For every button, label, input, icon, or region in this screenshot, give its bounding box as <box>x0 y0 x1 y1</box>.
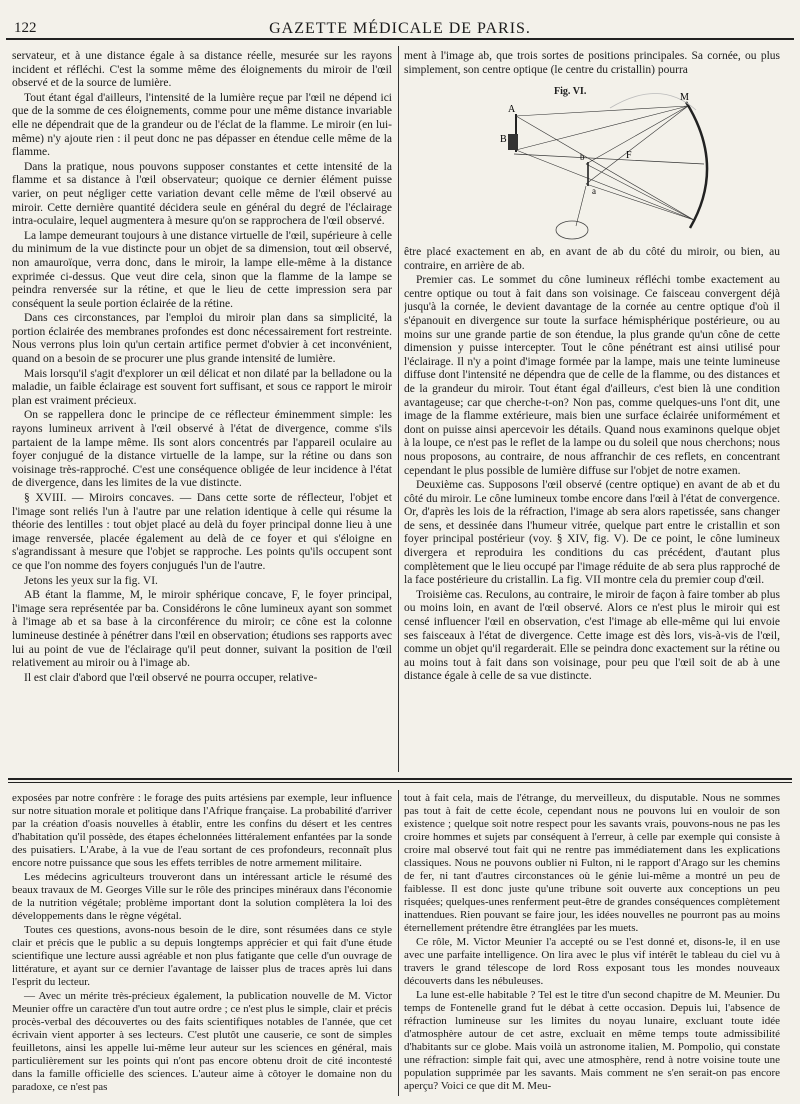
concave-mirror <box>686 102 707 228</box>
paragraph: Dans la pratique, nous pouvons supposer constantes et cette intensité de la flamme et sa distance à l'œil observateur; quoique ce dernier élément puisse varier, on peut négliger cette variation devant celle même de l'œil observé au miroir. Cette dernière quantité décidera seule en général du degré de l'éclairage intra-oculaire, lequel augmentera à mesure qu'on se rapprochera de l'œil observé. <box>12 160 392 228</box>
feuilleton-divider <box>8 778 792 780</box>
paragraph: servateur, et à une distance égale à sa distance réelle, mesurée sur les rayons incident et réfléchi. C'est la somme même des éloignements du miroir de l'œil observé et de la source de lumière. <box>12 50 392 90</box>
paragraph: Ce rôle, M. Victor Meunier l'a accepté ou se l'est donné et, disons-le, il en use avec une parfaite intelligence. On lira avec le plus vif intérêt le tableau du ciel vu à travers le grand télescope de lord Ross exposant tous les mondes nouveaux découverts dans les nébuleuses. <box>404 936 780 987</box>
label-f: F <box>626 150 632 161</box>
feuilleton-divider-secondary <box>8 782 792 783</box>
ray <box>586 106 688 184</box>
right-column-bottom <box>404 246 780 772</box>
left-column <box>12 50 392 772</box>
paragraph: Premier cas. Le sommet du cône lumineux réfléchi tombe exactement au centre optique ou tout à fait dans son voisinage. Ce faisceau convergent déjà jusqu'à la cornée, le devient davantage de la cornée au centre optique d'où il s'épanouit en divergence sur toute la surface hémisphérique postérieure, ou au moins sur une grande partie de son étendue, la plus grande qu'un cône de cette dimension y puisse intercepter. Tout le cône pénétrant est ainsi utilisé pour l'éclairage. Il n'y a point d'image formée par la lampe, mais une teinte lumineuse diffuse dont l'intensité ne dépendra que de celle de la flamme, ou des distances et de la grandeur du miroir. Tout étant égal d'ailleurs, c'est bien là une condition avantageuse; car que cherche-t-on? Non pas, comme quelques-uns l'ont dit, une image de la flamme extérieure, mais bien une surface éclairée uniformément et dont on puisse ainsi apercevoir les détails. Quand nous examinons quelque objet à la loupe, ce n'est pas le reflet de la lampe ou du soleil que nous cherchons; nous nous proposons, au contraire, de nous affranchir de ces reflets, en concentrant cependant le plus possible de lumière diffuse sur l'objet de notre examen. <box>404 274 780 477</box>
paragraph: Deuxième cas. Supposons l'œil observé (centre optique) en avant de ab et du côté du miroir. Le cône lumineux tombe encore dans l'œil à l'état de convergence. Or, d'après les lois de la réfraction, l'image ab sera alors rapetissée, sans changer de sens, et dessinée dans l'humeur vitrée, quelque part entre le cristallin et son foyer principal postérieur (voy. § XIV, fig. V). De ce point, le cône lumineux divergera et reproduira les conditions du cas précédent, d'autant plus complètement que le lieu occupé par l'image réduite de ab sera plus rapproché de la face postérieure du cristallin. La fig. VII montre cela du premier coup d'œil. <box>404 479 780 587</box>
paragraph: Troisième cas. Reculons, au contraire, le miroir de façon à faire tomber ab plus ou moins loin, en avant de l'œil observé. Alors ce n'est plus le miroir qui est censé influencer l'œil en observation, c'est l'image ab elle-même qui lui envoie ses faisceaux à l'état de divergence. Cette image est dès lors, vis-à-vis de l'œil, comme un objet qu'il regarderait. Elle se peindra donc exactement sur la rétine ou au moins tout à fait dans son voisinage, pour peu que l'œil soit de ab à une distance égale à celle de sa vue distincte. <box>404 588 780 683</box>
ray <box>586 106 688 164</box>
label-a: A <box>508 104 516 115</box>
feuilleton-column-divider <box>398 790 399 1096</box>
paragraph: La lampe demeurant toujours à une distance virtuelle de l'œil, supérieure à celle du minimum de la vue distincte pour un objet de sa dimension, tout œil observé, non amauroïque, verra donc, dans le miroir, la lampe elle-même à la distance exprimée ci-dessus. Que veut dire cela, sinon que la flamme de la lampe se peindra renversée sur la rétine, et que le lieu de cette impression sera par conséquent la seule portion éclairée de la rétine. <box>12 229 392 310</box>
ray <box>586 164 694 220</box>
ray <box>586 184 694 220</box>
right-column-top <box>404 50 780 78</box>
running-title: GAZETTE MÉDICALE DE PARIS. <box>269 20 531 37</box>
paragraph: La lune est-elle habitable ? Tel est le titre d'un second chapitre de M. Meunier. Du temps de Fontenelle grand fut le débat à cette occasion. Depuis lui, l'absence de réfraction lumineuse sur les limites du noyau lunaire, excluant toute idée d'atmosphère autour de cet astre, excluait en même temps toute admissibilité d'habitants sur ce globe. Mais voilà un astronome italien, M. Pompolio, qui constate une réfraction: simple fait qui, avec une atmosphère, rend à notre voisine toute une population supprimée par les savants. Mais comment ne s'en serait-on pas encore aperçu? Voici ce que dit M. Meu- <box>404 989 780 1092</box>
paragraph: Mais lorsqu'il s'agit d'explorer un œil délicat et non dilaté par la belladone ou la maladie, un faible éclairage est souvent fort suffisant, et sous ce rapport le miroir plan est vraiment précieux. <box>12 367 392 407</box>
paragraph: ment à l'image ab, que trois sortes de positions principales. Sa cornée, ou plus simplement, son centre optique (le centre du cristallin) pourra <box>404 50 780 76</box>
eye-sketch <box>556 221 588 239</box>
page-header <box>6 8 794 40</box>
paragraph: Dans ces circonstances, par l'emploi du miroir plan dans sa simplicité, la portion éclairée des membranes profondes est donc nécessairement fort restreinte. Nous verrons plus loin qu'un certain artifice permet d'obvier à cet inconvénient, quand on a besoin de se procurer une plus grande intensité de lumière. <box>12 312 392 366</box>
paragraph: On se rappellera donc le principe de ce réflecteur éminemment simple: les rayons lumineux arrivent à l'œil observé à l'état de divergence, comme s'ils partaient de la lampe même. Ils sont alors concentrés par l'appareil oculaire au foyer conjugué de la distance virtuelle de la lampe, sur la rétine ou dans son voisinage très-rapproché. C'est une conséquence obligée de leur incidence à l'état de divergence, dans les limites de la vue distincte. <box>12 409 392 490</box>
figure-vi <box>404 80 780 246</box>
ray <box>576 186 586 226</box>
optical-axis <box>514 154 704 164</box>
label-m: M <box>680 92 689 103</box>
lamp-body <box>508 134 518 150</box>
paragraph: Toutes ces questions, avons-nous besoin de le dire, sont résumées dans ce style clair et précis que le public a su depuis longtemps apprécier et qui fait d'une étude scientifique une lecture aussi agréable et non plus fatigante que celle d'un ouvrage de littérature, et ayant sur ce dernier l'avantage de laisser plus de traces après lui dans l'esprit du lecteur. <box>12 924 392 988</box>
ray <box>516 150 694 220</box>
paragraph: exposées par notre confrère : le forage des puits artésiens par exemple, leur influence sur notre situation morale et politique dans l'Afrique française. La probabilité d'arriver par la création d'oasis nouvelles à établir, entre les confins du désert et les centres d'habitation qu'il possède, des étapes échelonnées littéralement enfantées par la sonde des puisatiers. L'Arabe, à la vue de l'eau sortant de ces profondeurs, reconnaît plus encore notre puissance que sous les effets terribles de notre armement militaire. <box>12 792 392 869</box>
column-divider <box>398 46 399 772</box>
paragraph: Jetons les yeux sur la fig. VI. <box>24 574 158 587</box>
section-heading-paragraph: § XVIII. — Miroirs concaves. — Dans cette sorte de réflecteur, l'objet et l'image sont reliés l'un à l'autre par une relation identique à celle qui résume la théorie des lentilles : tout objet placé au delà du foyer principal donne lieu à une image renversée, placée également au delà de ce foyer et qui s'éloigne en s'agrandissant à mesure que l'objet se rapproche. Les points qu'ils occupent sont ce que l'on nomme des foyers conjugués l'un de l'autre. <box>12 492 392 572</box>
feuilleton-right-column <box>404 792 780 1096</box>
label-b-small: b <box>580 152 585 162</box>
figure-caption: Fig. VI. <box>554 86 587 97</box>
label-b: B <box>500 134 507 145</box>
paragraph: Il est clair d'abord que l'œil observé ne pourra occuper, relative- <box>24 671 318 684</box>
ray <box>516 106 688 150</box>
ray <box>516 116 694 220</box>
optics-diagram <box>404 80 780 246</box>
label-a-small: a <box>592 186 596 196</box>
page-number: 122 <box>14 20 37 36</box>
paragraph: AB étant la flamme, M, le miroir sphérique concave, F, le foyer principal, l'image sera représentée par ba. Considérons le cône lumineux ayant son sommet à l'image ab et sa base à la circonférence du miroir; ce cône est la colonne lumineuse destinée à pénétrer dans l'œil en observation; étudions ses rapports avec lui au point de vue de l'éclairage qu'il peut donner, suivant la position de l'œil relativement au miroir ou à l'image ab. <box>12 589 392 670</box>
ray <box>516 106 688 116</box>
paragraph: tout à fait cela, mais de l'étrange, du merveilleux, du disputable. Nous ne sommes pas tout à fait de cette école, cependant nous ne pouvons lui en vouloir de son existence ; quelque soit notre respect pour les savants vrais, pouvons-nous ne pas les croire hommes et sujets par conséquent à l'erreur, à celle par exemple qui consiste à croire mal observé tout fait qui ne rentre pas immédiatement dans les explications classiques. Nous ne pouvons oublier ni Fulton, ni le rapport d'Arago sur les chemins de fer, ni tant d'autres circonstances où le génie lui-même a montré un peu de faiblesse. Il est donc juste qu'une tribune soit ouverte aux conceptions un peu risquées; quelques-unes renferment peut-être de grandes conséquences complètement inattendues. Rien pouvant se faire jour, les idées nouvelles ne pourront pas au moins éternellement prétendre être étranglées par les muets. <box>404 792 780 934</box>
paragraph: Les médecins agriculteurs trouveront dans un intéressant article le résumé des beaux travaux de M. Georges Ville sur le rôle des principes minéraux dans l'économie de la nutrition végétale; problème important dont la solution complètera la loi des développements dans le règne végétal. <box>12 871 392 922</box>
feuilleton-left-column <box>12 792 392 1096</box>
paragraph: — Avec un mérite très-précieux également, la publication nouvelle de M. Victor Meunier offre un caractère d'un tout autre ordre ; ce n'est plus le simple, clair et précis procès-verbal des découvertes ou des faits scientifiques notables de l'année, que cet écrivain vient apporter à ses lecteurs. C'est plutôt une causerie, ce sont de simples feuilletons, ainsi les appelle lui-même leur auteur sur les sciences en général, mais particulièrement sur les points qui n'ont pas encore obtenu droit de cité incontesté dans la famille officielle des sciences. L'auteur aime à côtoyer le domaine non du paradoxe, ce n'est pas <box>12 990 392 1093</box>
paragraph: Tout étant égal d'ailleurs, l'intensité de la lumière reçue par l'œil ne dépend ici que de la somme de ces éloignements, comme pour une même distance invariable elle ne dépendrait que de la grandeur ou de l'éclat de la flamme. Le miroir (en lui-même) n'y ajoute rien : il peut donc ne pas dépasser en étendue celle même de la flamme. <box>12 91 392 159</box>
paragraph: être placé exactement en ab, en avant de ab du côté du miroir, ou bien, au contraire, en arrière de ab. <box>404 246 780 272</box>
